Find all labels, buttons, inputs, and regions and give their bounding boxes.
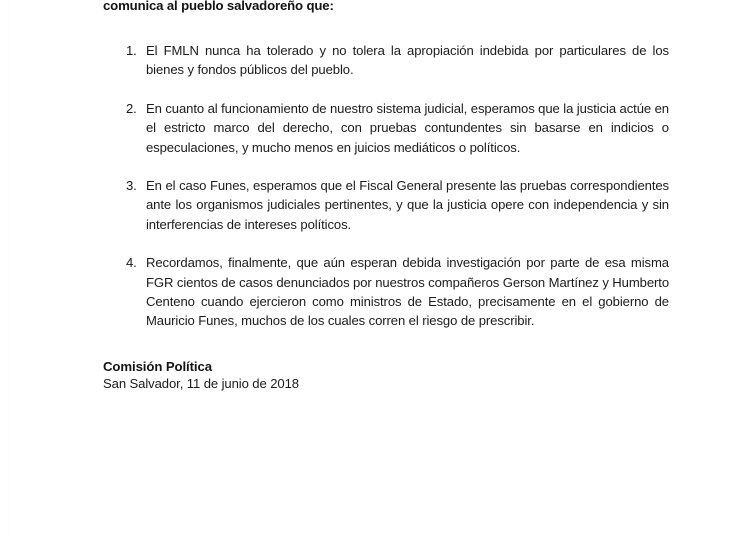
list-item-number: 3.	[126, 178, 137, 194]
lead-paragraph: comunica al pueblo salvadoreño que:	[103, 0, 334, 13]
list-item-text: El FMLN nunca ha tolerado y no tolera la apropiación indebida por particulares de los bienes y fondos públicos del pueblo.	[146, 43, 669, 78]
list-item	[126, 176, 669, 234]
list-item-number: 1.	[126, 43, 137, 58]
list-item-number: 4.	[126, 255, 137, 271]
page-edge-right	[740, 0, 750, 536]
signature-place-date: San Salvador, 11 de junio de 2018	[103, 375, 299, 391]
page-edge-left	[0, 0, 10, 536]
list-item-text: En cuanto al funcionamiento de nuestro sistema judicial, esperamos que la justicia actúe en el estricto marco del derecho, con pruebas contundentes sin basarse en indicios o especulaciones, y mucho menos en juicios mediáticos o políticos.	[146, 100, 669, 155]
list-item-text: En el caso Funes, esperamos que el Fiscal General presente las pruebas correspondientes ante los organismos judiciales pertinentes, y que la justicia opere con independencia y sin interferencias de intereses políticos.	[146, 178, 669, 232]
list-item	[126, 41, 669, 80]
list-item-number: 2.	[126, 100, 137, 116]
numbered-statement-list	[126, 41, 669, 331]
signature-block	[103, 358, 669, 392]
signature-organization: Comisión Política	[103, 358, 212, 374]
list-item	[126, 99, 669, 157]
document-body	[103, 0, 669, 392]
list-item	[126, 253, 669, 331]
list-item-text: Recordamos, finalmente, que aún esperan debida investigación por parte de esa misma FGR cientos de casos denunciados por nuestros compañeros Gerson Martínez y Humberto Centeno cuando ejercieron como ministros de Estado, precisamente en el gobierno de Mauricio Funes, muchos de los cuales corren el riesgo de prescribir.	[146, 255, 669, 329]
